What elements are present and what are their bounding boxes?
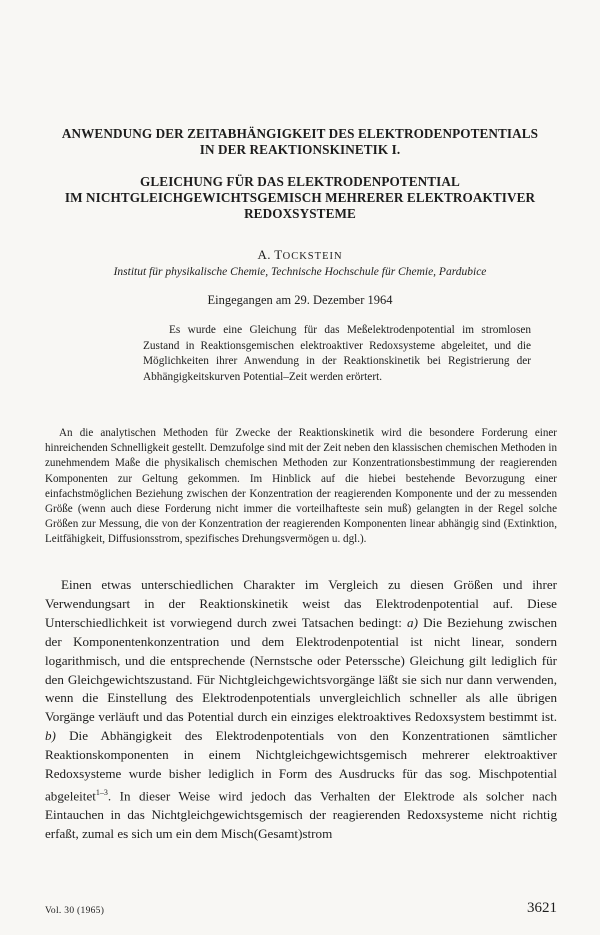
title-block-2 bbox=[20, 174, 580, 222]
body-part-2: Die Beziehung zwischen der Komponentenkonzentration und dem Elektrodenpotential ist nicht linear, sondern logarithmisch, und die entsprechende (Nernstsche oder Peterssche) Gleichung gilt lediglich für den Gleichgewichtszustand. Für Nichtgleichgewichtsvorgänge läßt sie sich nur dann verwenden, wenn die Einstellung des Elektrodenpotentials unvergleichlich schneller als alle übrigen Vorgänge verläuft und das Potential durch ein einziges elektroaktives Redoxsystem bestimmt ist. bbox=[45, 614, 557, 725]
received-date: Eingegangen am 29. Dezember 1964 bbox=[207, 293, 393, 307]
institution: Institut für physikalische Chemie, Technische Hochschule für Chemie, Pardubice bbox=[113, 266, 487, 278]
author-initial: A. T bbox=[257, 247, 283, 262]
title-block-1 bbox=[20, 126, 580, 158]
title-line-5: REDOXSYSTEME bbox=[244, 206, 356, 221]
journal-volume: Vol. 30 (1965) bbox=[45, 906, 105, 916]
title-line-3: GLEICHUNG FÜR DAS ELEKTRODENPOTENTIAL bbox=[140, 174, 460, 189]
item-b-label: b) bbox=[45, 728, 56, 744]
body-paragraph bbox=[45, 576, 557, 844]
body-text bbox=[45, 576, 557, 844]
intro-text: An die analytischen Methoden für Zwecke der Reaktionskinetik wird die besondere Forderung einer hinreichenden Schnelligkeit gestellt. Demzufolge sind mit der Zeit neben den klassischen chemischen Methoden in zunehmendem Maße die physikalisch chemischen Methoden zur Konzentrationsbestimmung der reagierenden Komponenten zur Geltung gekommen. Im Hinblick auf die hiebei bestehende Bevorzugung einer einfachstmöglichen Beziehung zwischen der Konzentration der reagierenden Komponente und der zu messenden Größe (wenn auch diese Forderung nicht immer die vorteilhafteste sein muß) gelangten in der Regel solche Größen zur Messung, die von der Konzentration der reagierenden Komponenten linear abhängig sind (Extinktion, Leitfähigkeit, Diffusionsstrom, spezifisches Drehungsvermögen u. dgl.). bbox=[45, 427, 557, 546]
introduction bbox=[45, 426, 557, 548]
title-line-1: ANWENDUNG DER ZEITABHÄNGIGKEIT DES ELEKTRODENPOTENTIALS bbox=[61, 126, 539, 141]
item-a-label: a) bbox=[407, 614, 418, 630]
abstract-text: Es wurde eine Gleichung für das Meßelektrodenpotential im stromlosen Zustand in Reaktionsgemischen elektroaktiver Redoxsysteme abgeleitet, und die Möglichkeiten ihrer Anwendung in der Reaktionskinetik bei Registrierung der Abhängigkeitskurven Potential–Zeit werden erörtert. bbox=[143, 324, 531, 383]
page-number: 3621 bbox=[527, 900, 557, 916]
title-line-2: IN DER REAKTIONSKINETIK I. bbox=[199, 142, 401, 157]
body-part-1: Einen etwas unterschiedlichen Charakter im Vergleich zu diesen Größen und ihrer Verwendungsart in der Reaktionskinetik weist das Elektrodenpotential auf. Diese Unterschiedlichkeit ist vorwiegend durch zwei Tatsachen bedingt: bbox=[45, 577, 557, 630]
title-line-4: IM NICHTGLEICHGEWICHTSGEMISCH MEHRERER ELEKTROAKTIVER bbox=[64, 190, 536, 205]
abstract bbox=[143, 323, 531, 385]
author-surname: OCKSTEIN bbox=[282, 251, 343, 262]
body-part-3: Die Abhängigkeit des Elektrodenpotentials von den Konzentrationen sämtlicher Reaktionskomponenten in einem Nichtgleichgewichtsgemisch mehrerer elektroaktiver Redoxsysteme wurde bisher lediglich in Form des Ausdrucks für das sog. Mischpotential abgeleitet bbox=[45, 728, 557, 804]
reference-marker: 1–3 bbox=[95, 787, 108, 797]
body-part-4: . In dieser Weise wird jedoch das Verhalten der Elektrode als solcher nach Eintauchen in das Nichtgleichgewichtsgemisch der reagierenden Redoxsysteme nicht richtig erfaßt, zumal es sich um ein dem Misch(Gesamt)strom bbox=[45, 788, 557, 842]
author bbox=[0, 247, 600, 263]
